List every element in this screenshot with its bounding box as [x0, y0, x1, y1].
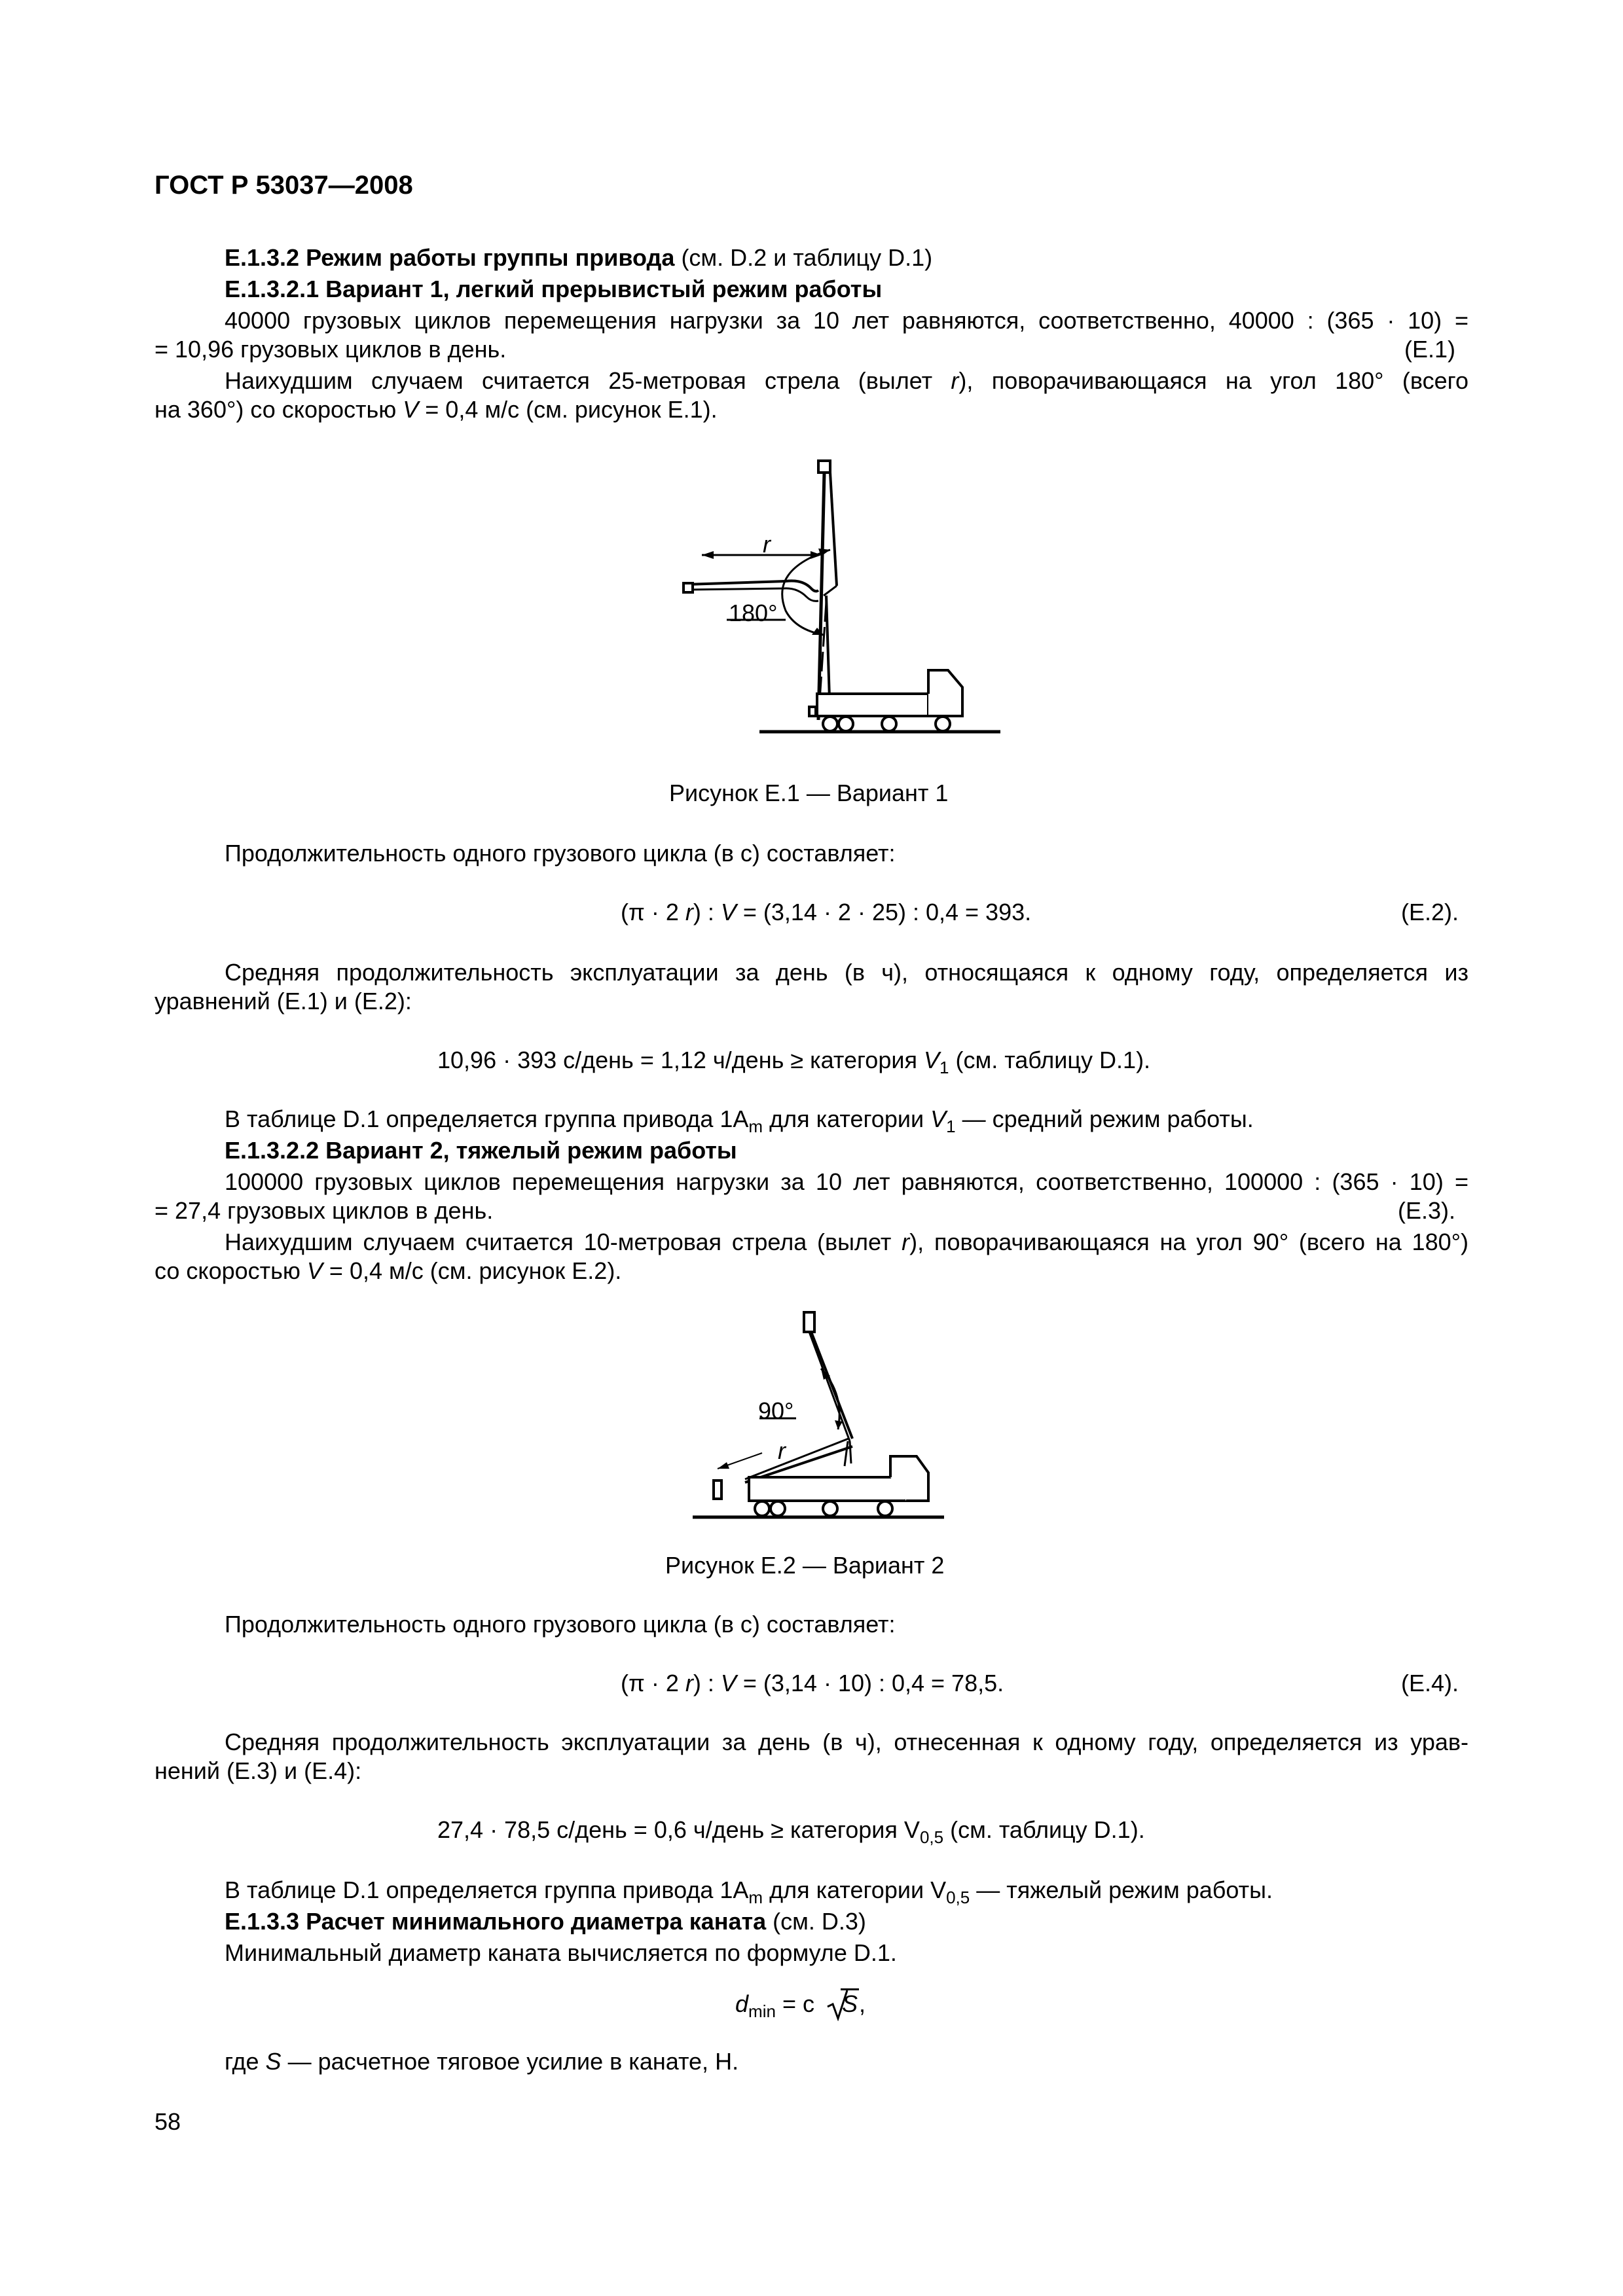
paragraph-line: Минимальный диаметр каната вычисляется по формуле D.1.: [225, 1939, 897, 1966]
paragraph-line: В таблице D.1 определяется группа привода $1A_m$ для категории $V_1$ — средний режим работы.: [225, 1105, 1254, 1136]
equation-number: (Е.3).: [1398, 1197, 1456, 1224]
paragraph-line: = 10,96 грузовых циклов в день.: [155, 336, 507, 363]
page-number: 58: [155, 2108, 181, 2135]
paragraph-line: Наихудшим случаем считается 25-метровая стрела (вылет r), поворачивающаяся на угол 180° (всего: [225, 367, 1468, 394]
figure-e1: [655, 445, 1021, 785]
formula-d1: $d_{min} = с$ S,: [735, 1990, 866, 2018]
section-heading: [225, 243, 932, 272]
figure-caption: Рисунок Е.1 — Вариант 1: [669, 780, 949, 806]
section-title: Е.1.3.3 Расчет минимального диаметра каната: [225, 1908, 767, 1935]
result-formula: 10,96 · 393 с/день = 1,12 ч/день ≥ категория $V_1$ (см. таблицу D.1).: [437, 1047, 1151, 1077]
paragraph-line: уравнений (Е.1) и (Е.2):: [155, 988, 412, 1014]
formula-e4: (π · 2 r) : V = (3,14 · 10) : 0,4 = 78,5.: [621, 1670, 1004, 1696]
figure-e2: [681, 1296, 969, 1545]
section-title-ref: (см. D.3): [766, 1908, 866, 1935]
figure-label-angle: 180°: [729, 600, 778, 626]
paragraph-line: = 27,4 грузовых циклов в день.: [155, 1197, 494, 1224]
paragraph-line: Продолжительность одного грузового цикла (в с) составляет:: [225, 840, 896, 867]
paragraph-line: на 360°) со скоростью V = 0,4 м/с (см. рисунок Е.1).: [155, 396, 718, 423]
paragraph-line: 40000 грузовых циклов перемещения нагрузки за 10 лет равняются, соответственно, 40000 : (365 · 10) =: [225, 307, 1468, 334]
paragraph-line: 100000 грузовых циклов перемещения нагрузки за 10 лет равняются, соответственно, 100000 : (365 · 10) =: [225, 1168, 1468, 1195]
paragraph-line: Средняя продолжительность эксплуатации за день (в ч), отнесенная к одному году, определяется из урав-: [225, 1729, 1468, 1755]
section-heading: [225, 1907, 866, 1936]
figure-label-r: r: [763, 531, 771, 558]
equation-number: (Е.1): [1404, 336, 1456, 363]
subsection-heading-1: Е.1.3.2.1 Вариант 1, легкий прерывистый режим работы: [225, 276, 883, 302]
section-title: Е.1.3.2 Режим работы группы привода: [225, 244, 675, 271]
paragraph-line: В таблице D.1 определяется группа привода $1A_m$ для категории $V_{0,5}$ — тяжелый режим работы.: [225, 1876, 1273, 1907]
paragraph-line: Средняя продолжительность эксплуатации за день (в ч), относящаяся к одному году, определяется из: [225, 959, 1468, 986]
paragraph-line: нений (Е.3) и (Е.4):: [155, 1757, 362, 1784]
figure-caption: Рисунок Е.2 — Вариант 2: [665, 1552, 945, 1579]
paragraph-line: Наихудшим случаем считается 10-метровая стрела (вылет r), поворачивающаяся на угол 90° (всего на 180°): [225, 1229, 1468, 1255]
figure-label-r: r: [778, 1437, 786, 1464]
sqrt-glyph: [826, 1988, 848, 2021]
paragraph-line: со скоростью V = 0,4 м/с (см. рисунок Е.2).: [155, 1257, 622, 1284]
section-title-ref: (см. D.2 и таблицу D.1): [674, 244, 933, 271]
equation-number: (Е.2).: [1401, 899, 1459, 925]
subsection-heading-2: Е.1.3.2.2 Вариант 2, тяжелый режим работы: [225, 1137, 737, 1164]
figure-label-angle: 90°: [758, 1397, 794, 1424]
equation-number: (Е.4).: [1401, 1670, 1459, 1696]
paragraph-line: где S — расчетное тяговое усилие в канате, Н.: [225, 2048, 739, 2075]
document-code: ГОСТ Р 53037—2008: [155, 171, 413, 200]
paragraph-line: Продолжительность одного грузового цикла (в с) составляет:: [225, 1611, 896, 1638]
result-formula: 27,4 · 78,5 с/день = 0,6 ч/день ≥ категория $V_{0,5}$ (см. таблицу D.1).: [437, 1816, 1145, 1847]
formula-e2: (π · 2 r) : V = (3,14 · 2 · 25) : 0,4 = 393.: [621, 899, 1032, 925]
